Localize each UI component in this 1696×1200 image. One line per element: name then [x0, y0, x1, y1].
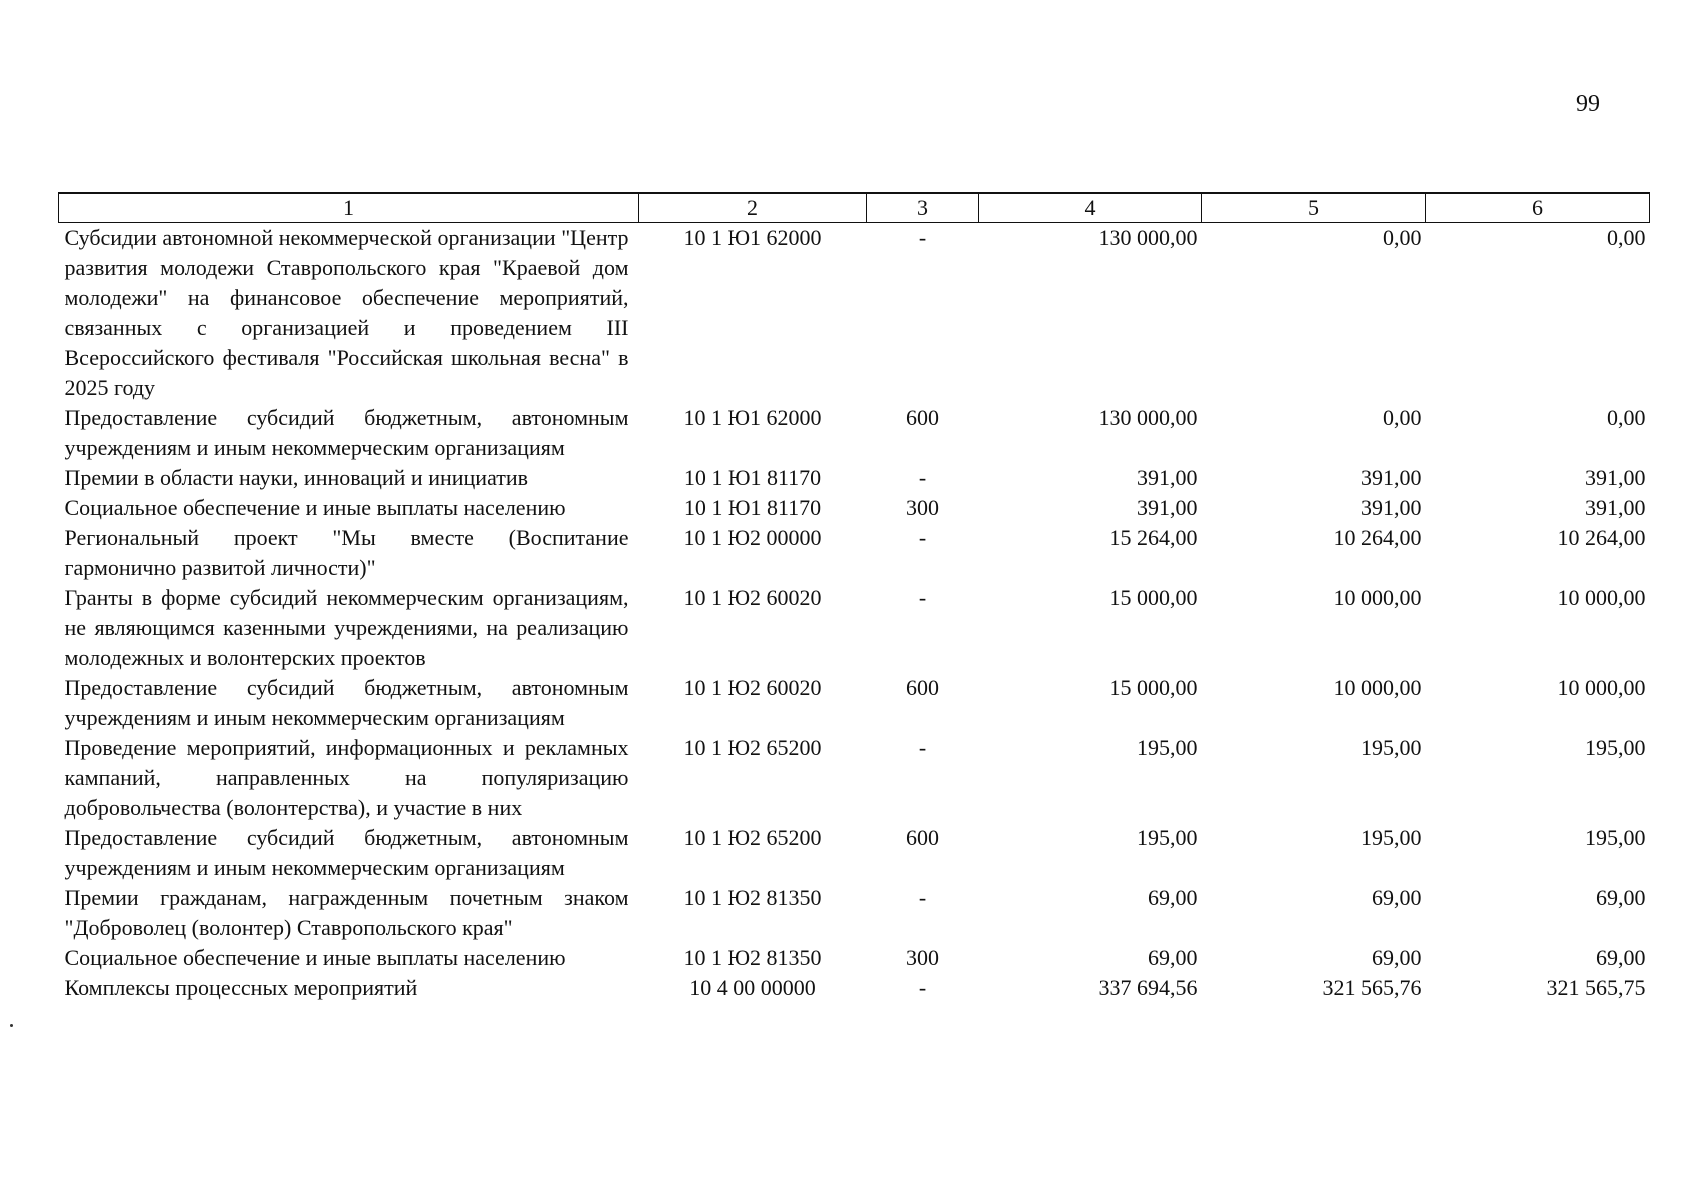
- row-value-col6: 195,00: [1585, 735, 1646, 760]
- scan-speck: [10, 1024, 13, 1027]
- row-code: 10 1 Ю1 62000: [683, 405, 822, 430]
- row-name: Социальное обеспечение и иные выплаты населению: [64, 945, 566, 970]
- row-value-col5: 69,00: [1372, 945, 1422, 970]
- row-code: 10 4 00 00000: [689, 975, 816, 1000]
- row-value-col6: 10 000,00: [1557, 675, 1646, 700]
- row-kvr: -: [918, 975, 927, 1000]
- header-col-3: 3: [867, 193, 979, 223]
- row-value-col6: 391,00: [1585, 495, 1646, 520]
- row-value-col4: 15 000,00: [1109, 585, 1198, 610]
- row-value-col5: 0,00: [1383, 225, 1422, 250]
- row-kvr: 600: [906, 675, 939, 700]
- row-value-col6: 0,00: [1607, 405, 1646, 430]
- row-value-col4: 15 264,00: [1109, 525, 1198, 550]
- row-code: 10 1 Ю2 00000: [683, 525, 822, 550]
- row-value-col5: 195,00: [1361, 825, 1422, 850]
- row-value-col5: 10 000,00: [1333, 585, 1422, 610]
- row-name: Субсидии автономной некоммерческой организации "Центр развития молодежи Ставропольского края "Краевой дом молодежи" на финансовое обеспечение мероприятий, связанных с организацией и проведением III Всероссийского фестиваля "Российская школьная весна" в 2025 году: [64, 225, 629, 400]
- row-code: 10 1 Ю2 60020: [683, 675, 822, 700]
- row-value-col4: 391,00: [1137, 495, 1198, 520]
- row-value-col5: 391,00: [1361, 465, 1422, 490]
- table-row: [59, 973, 1650, 1003]
- row-kvr: -: [918, 225, 927, 250]
- row-code: 10 1 Ю1 81170: [683, 495, 822, 520]
- row-kvr: 600: [906, 405, 939, 430]
- page-number: 99: [1576, 91, 1600, 117]
- row-value-col5: 321 565,76: [1322, 975, 1422, 1000]
- row-code: 10 1 Ю1 81170: [683, 465, 822, 490]
- table-row: [59, 823, 1650, 883]
- header-col-2: 2: [639, 193, 867, 223]
- table-row: [59, 673, 1650, 733]
- row-kvr: 300: [906, 495, 939, 520]
- row-value-col4: 69,00: [1148, 945, 1198, 970]
- row-kvr: -: [918, 525, 927, 550]
- row-name: Предоставление субсидий бюджетным, автономным учреждениям и иным некоммерческим организациям: [64, 405, 629, 460]
- row-value-col4: 130 000,00: [1098, 405, 1198, 430]
- table-row: [59, 523, 1650, 583]
- row-value-col6: 0,00: [1607, 225, 1646, 250]
- row-code: 10 1 Ю1 62000: [683, 225, 822, 250]
- row-name: Региональный проект "Мы вместе (Воспитание гармонично развитой личности)": [64, 525, 629, 580]
- row-code: 10 1 Ю2 65200: [683, 825, 822, 850]
- row-value-col5: 0,00: [1383, 405, 1422, 430]
- row-name: Гранты в форме субсидий некоммерческим организациям, не являющимся казенными учреждениями, на реализацию молодежных и волонтерских проектов: [64, 585, 629, 670]
- row-kvr: -: [918, 735, 927, 760]
- row-value-col4: 391,00: [1137, 465, 1198, 490]
- budget-table: [58, 192, 1650, 1003]
- row-value-col4: 15 000,00: [1109, 675, 1198, 700]
- row-name: Предоставление субсидий бюджетным, автономным учреждениям и иным некоммерческим организациям: [64, 825, 629, 880]
- table-row: [59, 583, 1650, 673]
- row-value-col6: 69,00: [1596, 945, 1646, 970]
- row-name: Премии гражданам, награжденным почетным знаком "Доброволец (волонтер) Ставропольского края": [64, 885, 629, 940]
- header-col-1: 1: [59, 193, 639, 223]
- row-value-col4: 69,00: [1148, 885, 1198, 910]
- table-header: [59, 193, 1650, 223]
- row-value-col6: 321 565,75: [1546, 975, 1646, 1000]
- row-kvr: -: [918, 465, 927, 490]
- table-row: [59, 493, 1650, 523]
- row-value-col6: 391,00: [1585, 465, 1646, 490]
- row-kvr: -: [918, 585, 927, 610]
- row-value-col5: 10 000,00: [1333, 675, 1422, 700]
- row-value-col6: 10 000,00: [1557, 585, 1646, 610]
- row-name: Социальное обеспечение и иные выплаты населению: [64, 495, 566, 520]
- header-row: [59, 193, 1650, 223]
- table-row: [59, 943, 1650, 973]
- row-value-col4: 130 000,00: [1098, 225, 1198, 250]
- table-row: [59, 733, 1650, 823]
- table-row: [59, 463, 1650, 493]
- row-code: 10 1 Ю2 81350: [683, 885, 822, 910]
- header-col-4: 4: [979, 193, 1202, 223]
- row-code: 10 1 Ю2 81350: [683, 945, 822, 970]
- row-value-col4: 195,00: [1137, 825, 1198, 850]
- row-name: Премии в области науки, инноваций и инициатив: [64, 465, 529, 490]
- row-name: Предоставление субсидий бюджетным, автономным учреждениям и иным некоммерческим организациям: [64, 675, 629, 730]
- table-row: [59, 883, 1650, 943]
- row-name: Проведение мероприятий, информационных и рекламных кампаний, направленных на популяризацию добровольчества (волонтерства), и участие в них: [64, 735, 629, 820]
- row-value-col5: 10 264,00: [1333, 525, 1422, 550]
- header-col-6: 6: [1426, 193, 1650, 223]
- row-value-col6: 69,00: [1596, 885, 1646, 910]
- row-value-col4: 195,00: [1137, 735, 1198, 760]
- row-value-col5: 69,00: [1372, 885, 1422, 910]
- table-row: [59, 223, 1650, 404]
- row-value-col6: 195,00: [1585, 825, 1646, 850]
- table-row: [59, 403, 1650, 463]
- row-value-col4: 337 694,56: [1098, 975, 1198, 1000]
- row-code: 10 1 Ю2 65200: [683, 735, 822, 760]
- row-value-col5: 391,00: [1361, 495, 1422, 520]
- row-kvr: 300: [906, 945, 939, 970]
- table-body: [59, 223, 1650, 1004]
- row-code: 10 1 Ю2 60020: [683, 585, 822, 610]
- header-col-5: 5: [1202, 193, 1426, 223]
- row-kvr: -: [918, 885, 927, 910]
- row-value-col6: 10 264,00: [1557, 525, 1646, 550]
- row-name: Комплексы процессных мероприятий: [64, 975, 418, 1000]
- row-value-col5: 195,00: [1361, 735, 1422, 760]
- row-kvr: 600: [906, 825, 939, 850]
